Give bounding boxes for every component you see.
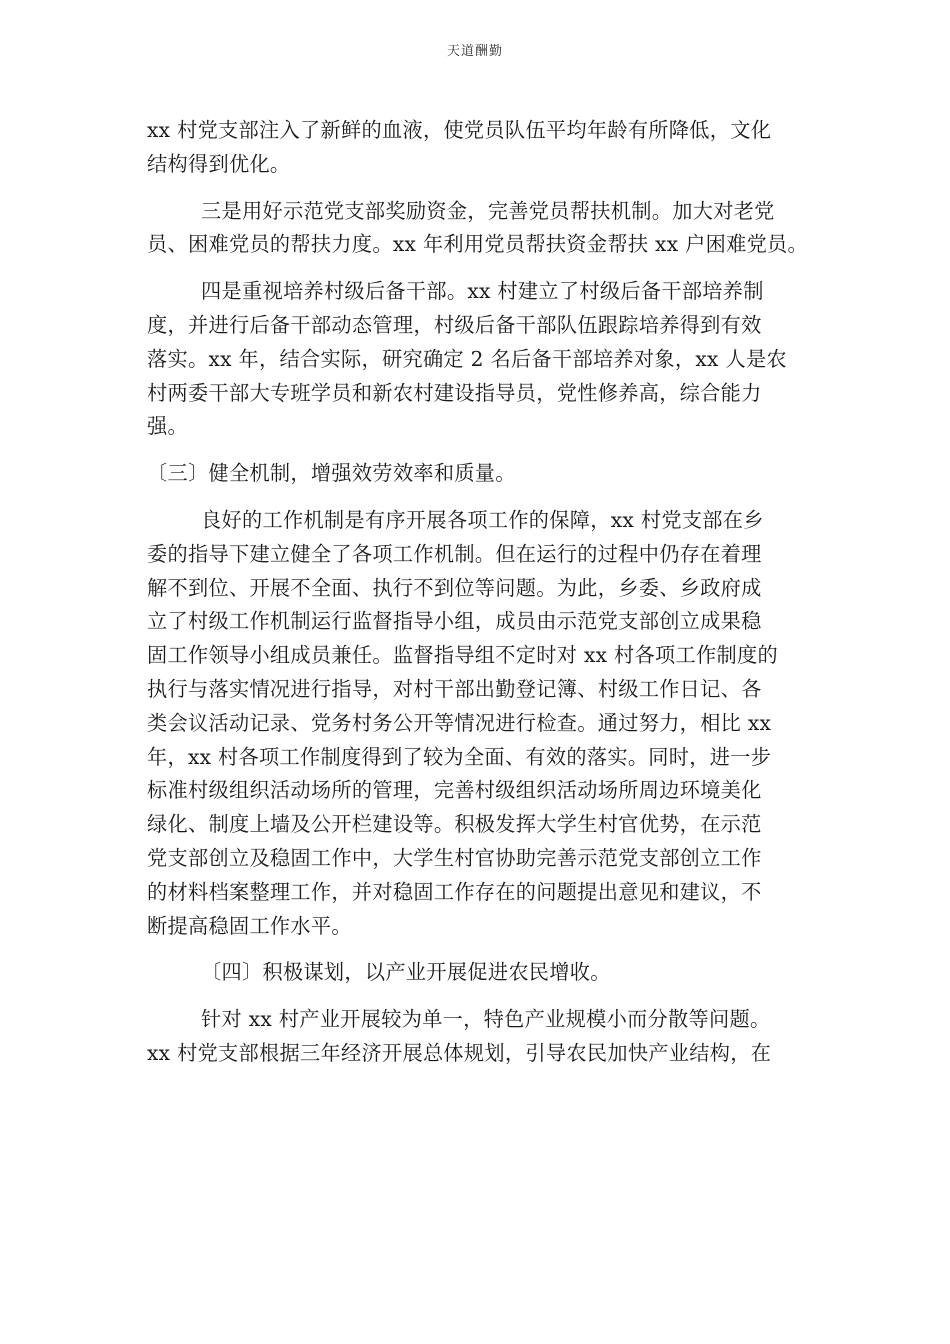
text-line: 员、困难党员的帮扶力度。xx 年利用党员帮扶资金帮扶 xx 户困难党员。 (147, 232, 809, 257)
text-line: 标准村级组织活动场所的管理，完善村级组织活动场所周边环境美化 (147, 778, 762, 803)
document-body (147, 114, 807, 1071)
text-line: 的材料档案整理工作，并对稳固工作存在的问题提出意见和建议，不 (147, 879, 762, 904)
paragraph (147, 195, 807, 263)
section-heading (147, 457, 807, 491)
text-line: 针对 xx 村产业开展较为单一，特色产业规模小而分散等问题。 (201, 1007, 771, 1032)
text-line: 落实。xx 年，结合实际，研究确定 2 名后备干部培养对象，xx 人是农 (147, 346, 787, 371)
text-line: 〔四〕积极谋划，以产业开展促进农民增收。 (201, 960, 611, 985)
text-line: 解不到位、开展不全面、执行不到位等问题。为此，乡委、乡政府成 (147, 575, 762, 600)
paragraph (147, 1003, 807, 1071)
section-heading (147, 956, 807, 990)
text-line: 三是用好示范党支部奖励资金，完善党员帮扶机制。加大对老党 (201, 198, 775, 223)
text-line: 委的指导下建立健全了各项工作机制。但在运行的过程中仍存在着理 (147, 541, 762, 566)
text-line: 强。 (147, 414, 188, 439)
text-line: 度，并进行后备干部动态管理，村级后备干部队伍跟踪培养得到有效 (147, 312, 762, 337)
text-line: 良好的工作机制是有序开展各项工作的保障，xx 村党支部在乡 (201, 507, 764, 532)
text-line: 党支部创立及稳固工作中，大学生村官协助完善示范党支部创立工作 (147, 845, 762, 870)
text-line: 年，xx 村各项工作制度得到了较为全面、有效的落实。同时，进一步 (147, 744, 772, 769)
text-line: 结构得到优化。 (147, 151, 291, 176)
text-line: xx 村党支部注入了新鲜的血液，使党员队伍平均年龄有所降低，文化 (147, 118, 772, 142)
text-line: 四是重视培养村级后备干部。xx 村建立了村级后备干部培养制 (201, 279, 764, 304)
text-line: 立了村级工作机制运行监督指导小组，成员由示范党支部创立成果稳 (147, 609, 762, 634)
text-line: 执行与落实情况进行指导，对村干部出勤登记簿、村级工作日记、各 (147, 676, 762, 701)
paragraph (147, 275, 807, 444)
text-line: 断提高稳固工作水平。 (147, 913, 352, 938)
text-line: 村两委干部大专班学员和新农村建设指导员，党性修养高，综合能力 (147, 380, 762, 405)
text-line: 〔三〕健全机制，增强效劳效率和质量。 (147, 461, 516, 486)
text-line: 类会议活动记录、党务村务公开等情况进行检查。通过努力，相比 xx (147, 710, 772, 735)
text-line: xx 村党支部根据三年经济开展总体规划，引导农民加快产业结构，在 (147, 1040, 772, 1065)
page-header: 天道酬勤 (446, 44, 503, 59)
paragraph (147, 114, 807, 182)
text-line: 绿化、制度上墙及公开栏建设等。积极发挥大学生村官优势，在示范 (147, 812, 762, 837)
paragraph (147, 504, 807, 943)
text-line: 固工作领导小组成员兼任。监督指导组不定时对 xx 村各项工作制度的 (147, 643, 778, 668)
